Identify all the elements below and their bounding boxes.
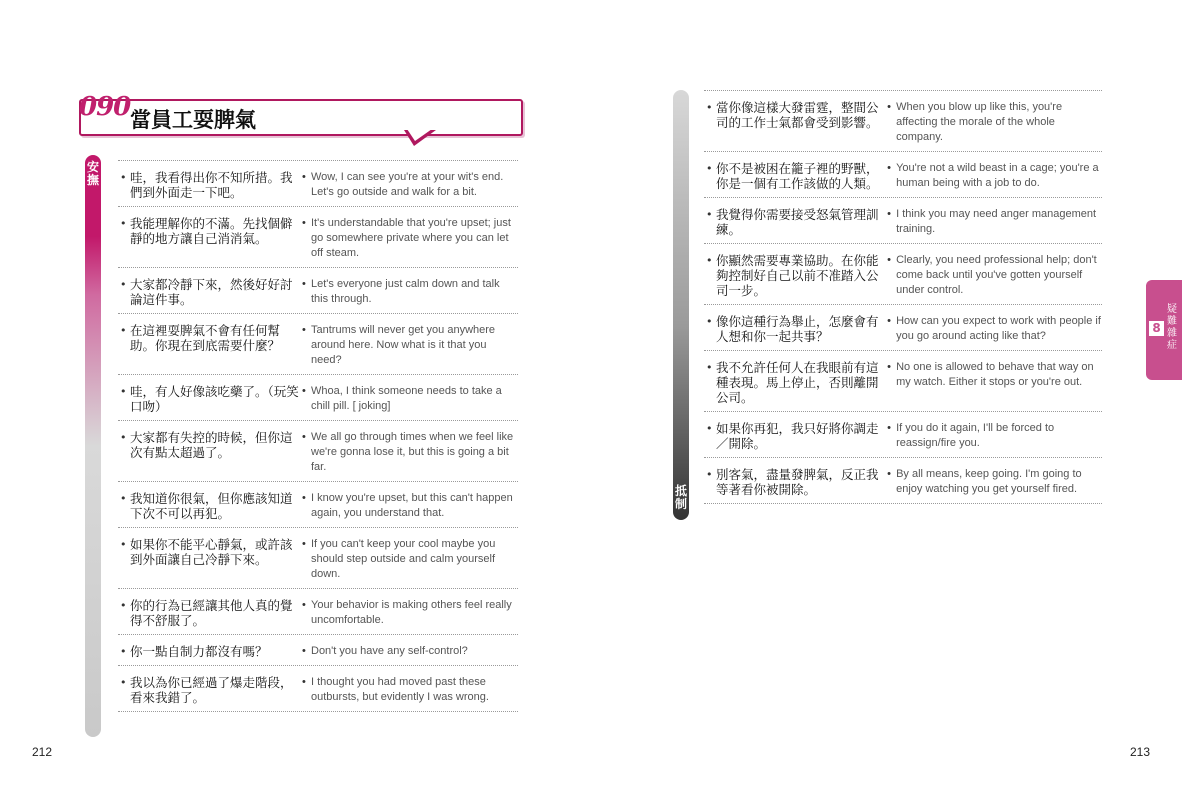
phrase-row <box>704 198 1102 244</box>
section-bar-soothe <box>85 155 101 737</box>
phrase-row <box>118 160 518 207</box>
phrase-row <box>118 589 518 635</box>
phrase-chinese: • 你的行為已經讓其他人真的覺得不舒服了。 <box>118 598 300 628</box>
phrase-chinese: • 像你這種行為舉止，怎麼會有人想和你一起共事？ <box>704 314 885 344</box>
phrase-row <box>118 207 518 268</box>
phrase-english: • Let's everyone just calm down and talk this through. <box>300 277 518 307</box>
phrase-chinese: • 哇，我看得出你不知所措。我們到外面走一下吧。 <box>118 170 300 200</box>
phrase-row <box>704 351 1102 412</box>
phrase-english: • I think you may need anger management training. <box>885 207 1102 237</box>
phrase-english: • I thought you had moved past these outbursts, but evidently I was wrong. <box>300 675 518 705</box>
phrase-row <box>704 244 1102 305</box>
phrase-english: • We all go through times when we feel like we're gonna lose it, but this is going a bit far. <box>300 430 518 475</box>
phrase-english: • When you blow up like this, you're affecting the morale of the whole company. <box>885 100 1102 145</box>
phrase-row <box>118 528 518 589</box>
phrase-english: • If you can't keep your cool maybe you should step outside and calm yourself down. <box>300 537 518 582</box>
phrase-chinese: • 別客氣，盡量發脾氣，反正我等著看你被開除。 <box>704 467 885 497</box>
phrase-english: • By all means, keep going. I'm going to enjoy watching you get yourself fired. <box>885 467 1102 497</box>
phrase-chinese: • 如果你不能平心靜氣，或許該到外面讓自己冷靜下來。 <box>118 537 300 582</box>
section-label-resist: 抵制 <box>674 484 687 511</box>
phrase-english: • Wow, I can see you're at your wit's end. Let's go outside and walk for a bit. <box>300 170 518 200</box>
phrase-english: • You're not a wild beast in a cage; you're a human being with a job to do. <box>885 161 1102 191</box>
phrase-english: • Clearly, you need professional help; don't come back until you've gotten yourself under control. <box>885 253 1102 298</box>
phrase-chinese: • 大家都冷靜下來，然後好好討論這件事。 <box>118 277 300 307</box>
phrase-row <box>118 375 518 421</box>
page-title: 當員工耍脾氣 <box>130 108 256 132</box>
section-label-soothe: 安撫 <box>86 160 99 187</box>
phrase-row <box>704 90 1102 152</box>
phrase-chinese: • 我知道你很氣，但你應該知道下次不可以再犯。 <box>118 491 300 521</box>
right-page <box>591 0 1182 800</box>
phrase-chinese: • 當你像這樣大發雷霆，整間公司的工作士氣都會受到影響。 <box>704 100 885 145</box>
phrase-row <box>118 268 518 314</box>
phrase-row <box>704 152 1102 198</box>
phrase-english: • Don't you have any self-control? <box>300 644 518 659</box>
phrase-row <box>704 458 1102 504</box>
phrase-english: • I know you're upset, but this can't happen again, you understand that. <box>300 491 518 521</box>
phrase-chinese: • 我能理解你的不滿。先找個僻靜的地方讓自己消消氣。 <box>118 216 300 261</box>
phrase-row <box>704 412 1102 458</box>
phrase-english: • How can you expect to work with people if you go around acting like that? <box>885 314 1102 344</box>
phrase-chinese: • 哇，有人好像該吃藥了。（玩笑口吻） <box>118 384 300 414</box>
phrase-chinese: • 你一點自制力都沒有嗎？ <box>118 644 300 659</box>
phrase-row <box>118 482 518 528</box>
phrase-english: • Your behavior is making others feel really uncomfortable. <box>300 598 518 628</box>
phrase-chinese: • 我覺得你需要接受怒氣管理訓練。 <box>704 207 885 237</box>
phrase-chinese: • 大家都有失控的時候，但你這次有點太超過了。 <box>118 430 300 475</box>
phrase-list-right <box>704 90 1102 504</box>
phrase-chinese: • 你顯然需要專業協助。在你能夠控制好自己以前不准踏入公司一步。 <box>704 253 885 298</box>
phrase-english: • Whoa, I think someone needs to take a chill pill. [ joking] <box>300 384 518 414</box>
phrase-row <box>118 421 518 482</box>
phrase-chinese: • 你不是被困在籠子裡的野獸，你是一個有工作該做的人類。 <box>704 161 885 191</box>
phrase-row <box>704 305 1102 351</box>
title-number: 090 <box>79 92 131 122</box>
phrase-english: • If you do it again, I'll be forced to reassign/fire you. <box>885 421 1102 451</box>
phrase-chinese: • 我不允許任何人在我眼前有這種表現。馬上停止，否則離開公司。 <box>704 360 885 405</box>
phrase-chinese: • 如果你再犯，我只好將你調走／開除。 <box>704 421 885 451</box>
phrase-list-left <box>118 160 518 712</box>
phrase-english: • Tantrums will never get you anywhere around here. Now what is it that you need? <box>300 323 518 368</box>
phrase-row <box>118 666 518 712</box>
phrase-chinese: • 我以為你已經過了爆走階段，看來我錯了。 <box>118 675 300 705</box>
phrase-english: • It's understandable that you're upset; just go somewhere private where you can let off steam. <box>300 216 518 261</box>
chapter-label: 疑難雜症 <box>1167 304 1177 351</box>
page-number-left: 212 <box>32 745 53 759</box>
phrase-english: • No one is allowed to behave that way on my watch. Either it stops or you're out. <box>885 360 1102 405</box>
phrase-row <box>118 314 518 375</box>
page-number-right: 213 <box>1130 745 1151 759</box>
phrase-chinese: • 在這裡耍脾氣不會有任何幫助。你現在到底需要什麼？ <box>118 323 300 368</box>
chapter-tab <box>1146 280 1182 380</box>
phrase-row <box>118 635 518 666</box>
chapter-number: 8 <box>1149 321 1164 336</box>
section-bar-resist <box>673 90 689 520</box>
